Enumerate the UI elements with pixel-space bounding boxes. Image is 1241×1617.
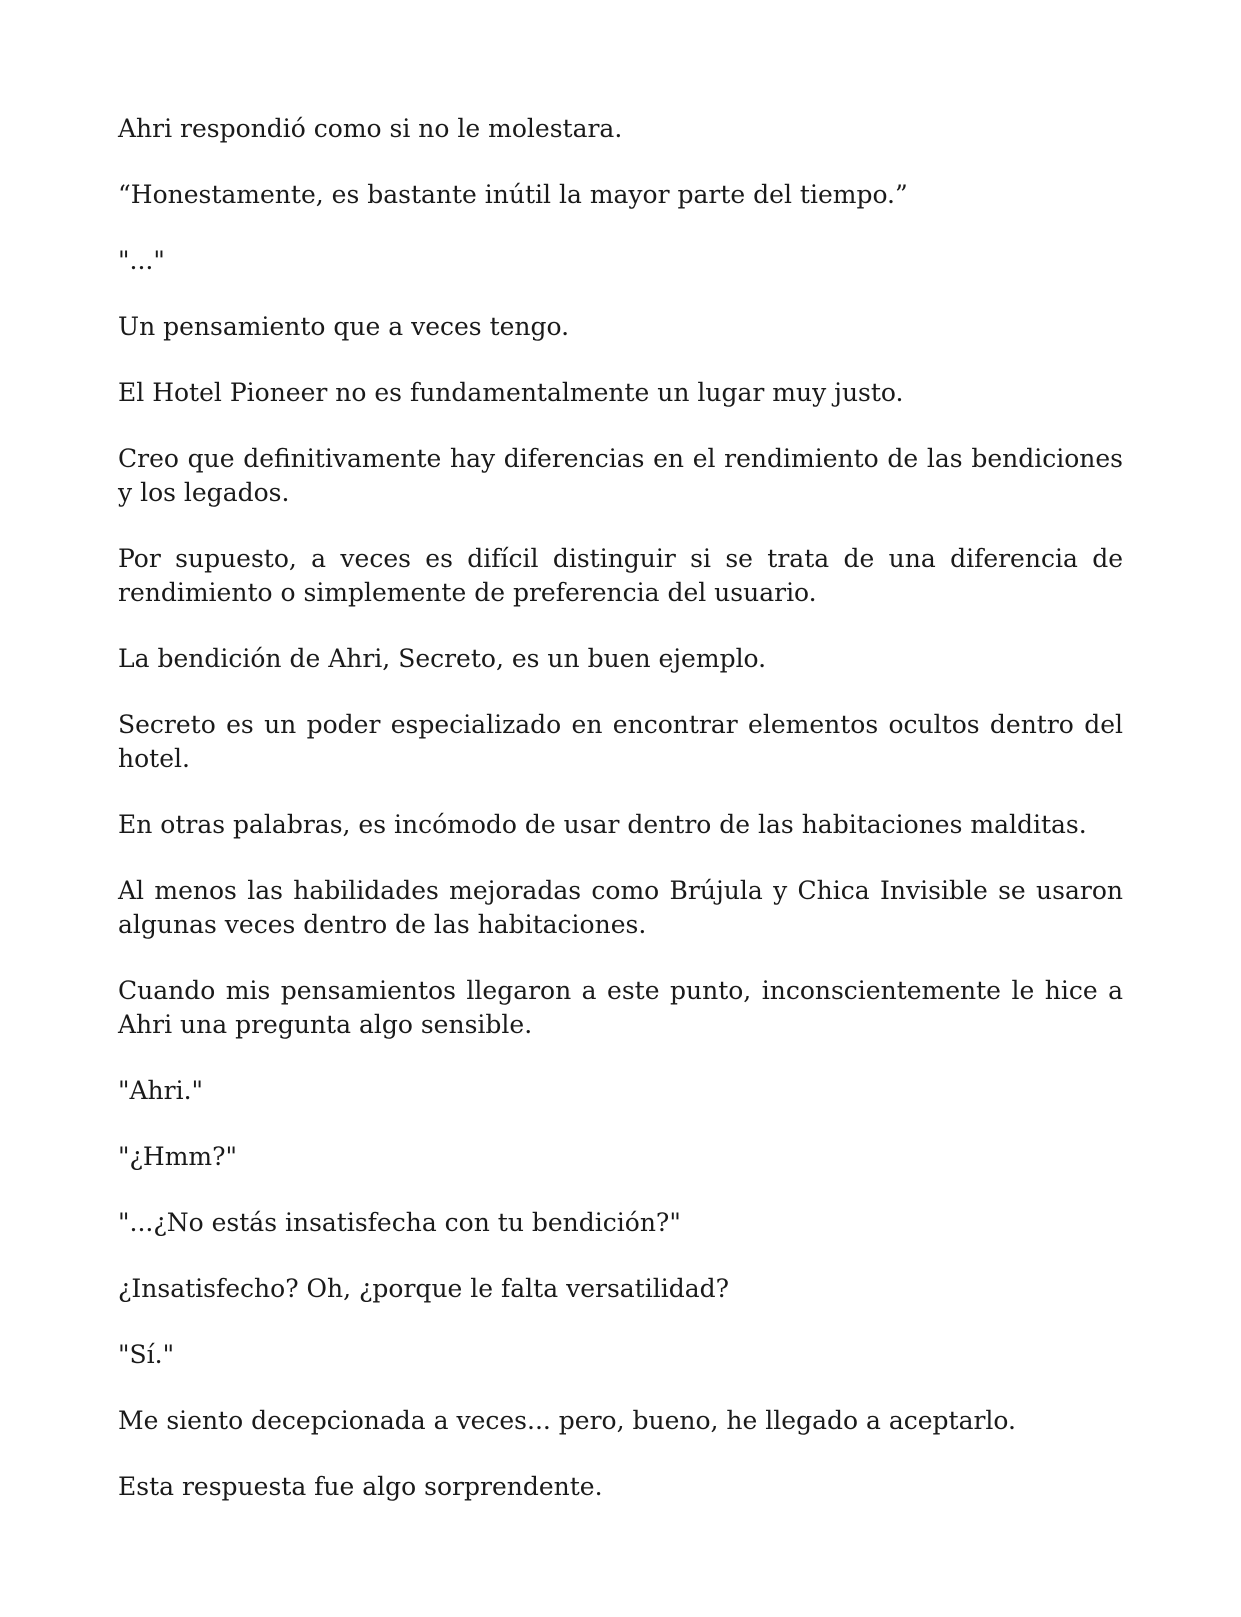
paragraph: Ahri respondió como si no le molestara. xyxy=(118,114,623,143)
paragraph: Por supuesto, a veces es difícil distinguir si se trata de una diferencia de rendimiento o simplemente de preferencia del usuario. xyxy=(118,544,1123,607)
paragraph: "¿Hmm?" xyxy=(118,1142,238,1171)
document-body xyxy=(118,112,1123,1536)
paragraph: Al menos las habilidades mejoradas como Brújula y Chica Invisible se usaron algunas veces dentro de las habitaciones. xyxy=(118,876,1123,939)
paragraph: Me siento decepcionada a veces... pero, bueno, he llegado a aceptarlo. xyxy=(118,1406,1016,1435)
paragraph: Cuando mis pensamientos llegaron a este punto, inconscientemente le hice a Ahri una pregunta algo sensible. xyxy=(118,976,1123,1039)
paragraph: Secreto es un poder especializado en encontrar elementos ocultos dentro del hotel. xyxy=(118,710,1123,773)
paragraph: “Honestamente, es bastante inútil la mayor parte del tiempo.” xyxy=(118,180,908,209)
paragraph: Creo que definitivamente hay diferencias en el rendimiento de las bendiciones y los legados. xyxy=(118,444,1123,507)
paragraph: El Hotel Pioneer no es fundamentalmente un lugar muy justo. xyxy=(118,378,904,407)
paragraph: "Ahri." xyxy=(118,1076,204,1105)
paragraph: Esta respuesta fue algo sorprendente. xyxy=(118,1472,603,1501)
paragraph: Un pensamiento que a veces tengo. xyxy=(118,312,570,341)
paragraph: "Sí." xyxy=(118,1340,175,1369)
paragraph: La bendición de Ahri, Secreto, es un buen ejemplo. xyxy=(118,644,767,673)
paragraph: "..." xyxy=(118,246,165,275)
paragraph: En otras palabras, es incómodo de usar dentro de las habitaciones malditas. xyxy=(118,810,1087,839)
paragraph: ¿Insatisfecho? Oh, ¿porque le falta versatilidad? xyxy=(118,1274,730,1303)
paragraph: "...¿No estás insatisfecha con tu bendición?" xyxy=(118,1208,681,1237)
